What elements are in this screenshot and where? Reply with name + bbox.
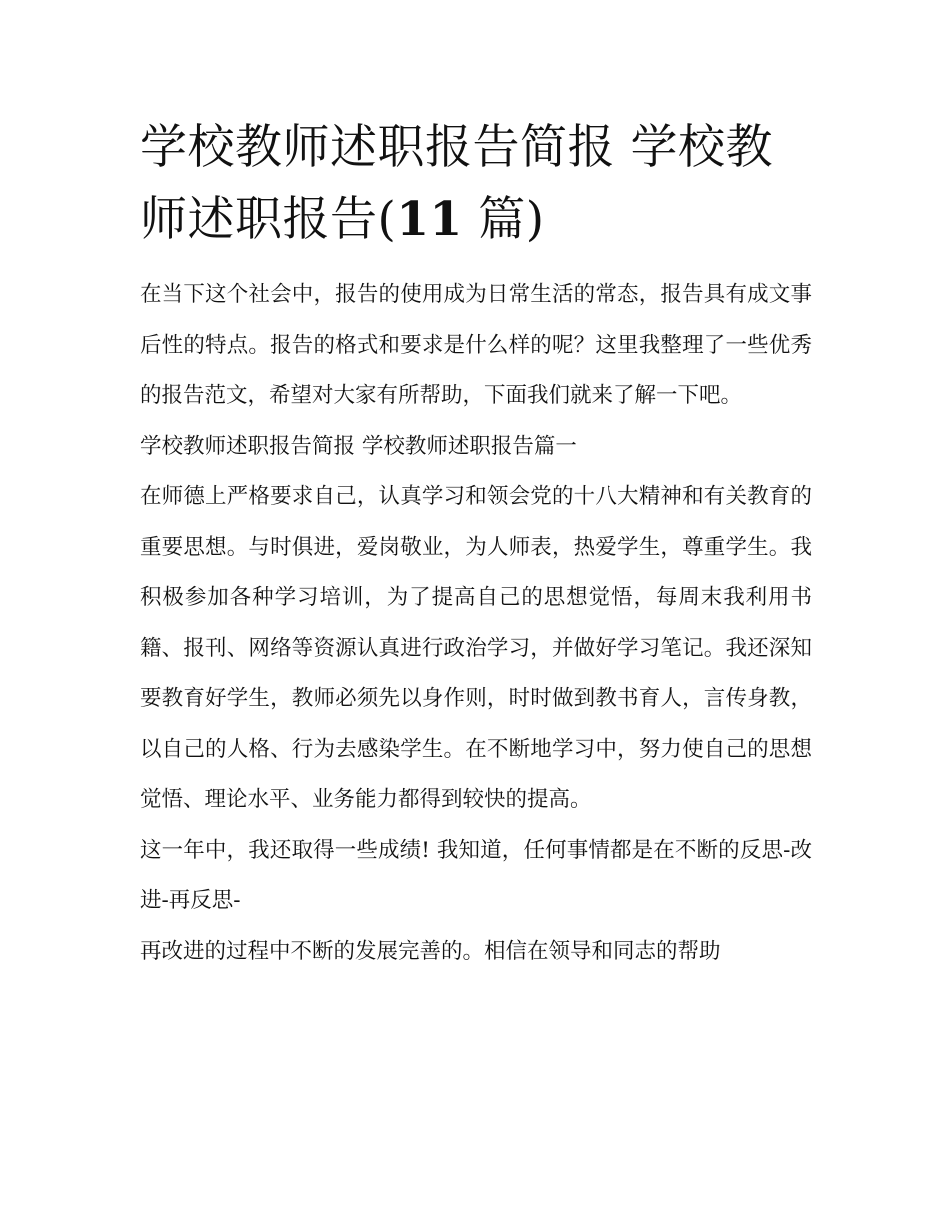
intro-paragraph: 在当下这个社会中，报告的使用成为日常生活的常态，报告具有成文事后性的特点。报告的格式和要求是什么样的呢？这里我整理了一些优秀的报告范文，希望对大家有所帮助，下面我们就来了解一下吧。 — [140, 282, 812, 408]
document-body — [140, 270, 812, 977]
section-paragraph: 这一年中，我还取得一些成绩! 我知道，任何事情都是在不断的反思-改进-再反思- — [140, 837, 812, 913]
title-number: 11 — [396, 192, 463, 247]
document-title — [140, 112, 812, 256]
section-heading: 学校教师述职报告简报 学校教师述职报告篇一 — [140, 433, 577, 459]
title-text-part2: 篇) — [462, 192, 545, 247]
document-page — [140, 112, 812, 977]
title-text-part1: 学校教师述职报告简报 学校教师述职报告( — [140, 120, 773, 247]
section-paragraph: 再改进的过程中不断的发展完善的。相信在领导和同志的帮助 — [140, 938, 721, 964]
section-paragraph: 在师德上严格要求自己，认真学习和领会党的十八大精神和有关教育的重要思想。与时俱进，爱岗敬业，为人师表，热爱学生，尊重学生。我积极参加各种学习培训，为了提高自己的思想觉悟，每周末我利用书籍、报刊、网络等资源认真进行政治学习，并做好学习笔记。我还深知要教育好学生，教师必须先以身作则，时时做到教书育人，言传身教，以自己的人格、行为去感染学生。在不断地学习中，努力使自己的思想觉悟、理论水平、业务能力都得到较快的提高。 — [140, 484, 812, 812]
